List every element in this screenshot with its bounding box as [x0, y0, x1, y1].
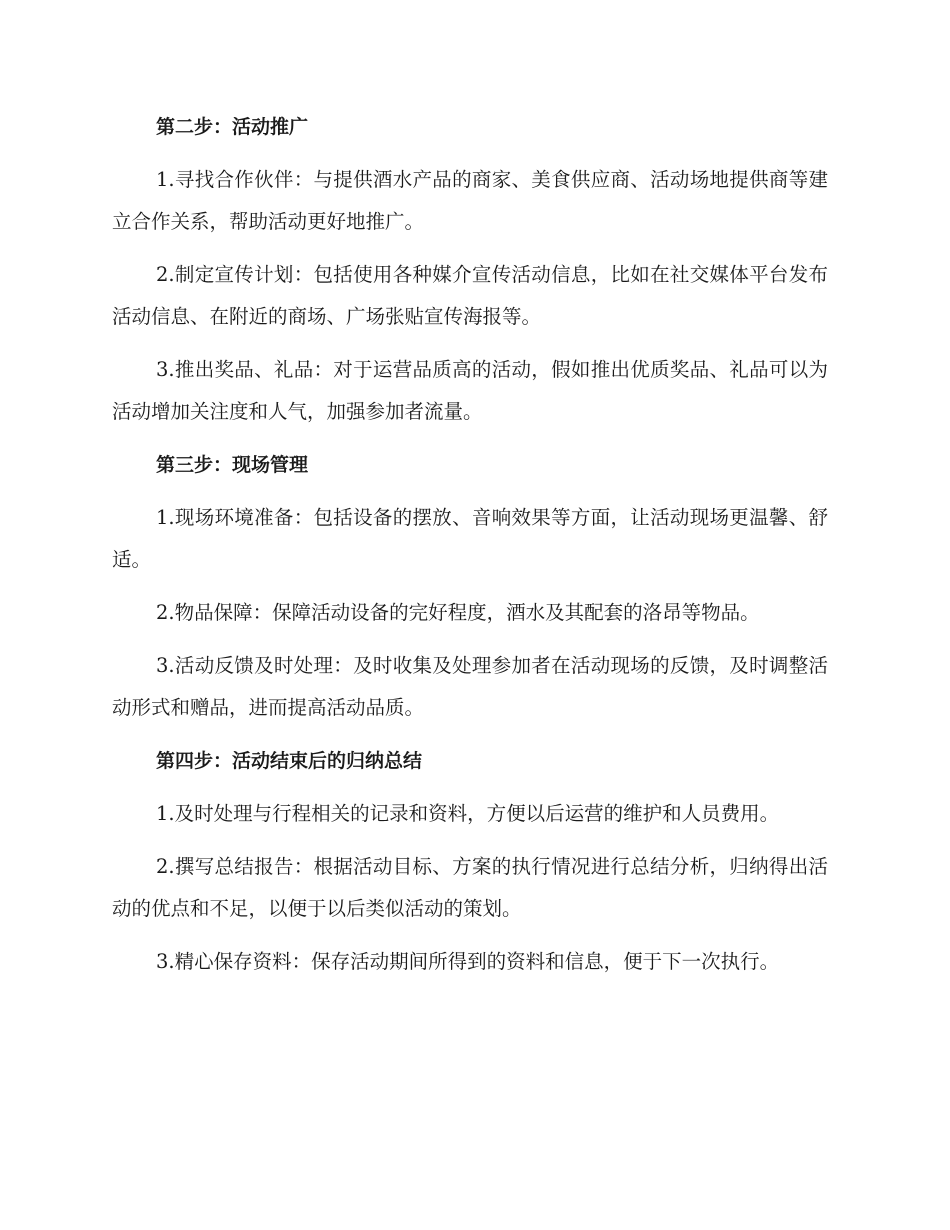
paragraph: 1.现场环境准备：包括设备的摆放、音响效果等方面，让活动现场更温馨、舒适。	[112, 506, 828, 571]
section-heading: 第二步：活动推广	[156, 116, 309, 138]
paragraph: 2.制定宣传计划：包括使用各种媒介宣传活动信息，比如在社交媒体平台发布活动信息、在附近的商场、广场张贴宣传海报等。	[112, 263, 828, 328]
section-summary	[112, 740, 828, 983]
paragraph: 3.精心保存资料：保存活动期间所得到的资料和信息，便于下一次执行。	[156, 950, 780, 973]
section-onsite-management	[112, 444, 828, 729]
paragraph: 3.推出奖品、礼品：对于运营品质高的活动，假如推出优质奖品、礼品可以为活动增加关注度和人气，加强参加者流量。	[112, 358, 828, 423]
paragraph: 1.寻找合作伙伴：与提供酒水产品的商家、美食供应商、活动场地提供商等建立合作关系，帮助活动更好地推广。	[112, 168, 828, 233]
section-promotion	[112, 106, 828, 433]
paragraph: 1.及时处理与行程相关的记录和资料，方便以后运营的维护和人员费用。	[156, 802, 780, 825]
section-heading: 第三步：现场管理	[156, 454, 309, 476]
section-heading: 第四步：活动结束后的归纳总结	[156, 750, 423, 772]
paragraph: 3.活动反馈及时处理：及时收集及处理参加者在活动现场的反馈，及时调整活动形式和赠品，进而提高活动品质。	[112, 654, 828, 719]
document-page	[112, 106, 828, 994]
paragraph: 2.撰写总结报告：根据活动目标、方案的执行情况进行总结分析，归纳得出活动的优点和不足，以便于以后类似活动的策划。	[112, 855, 828, 920]
paragraph: 2.物品保障：保障活动设备的完好程度，酒水及其配套的洛昂等物品。	[156, 601, 760, 624]
